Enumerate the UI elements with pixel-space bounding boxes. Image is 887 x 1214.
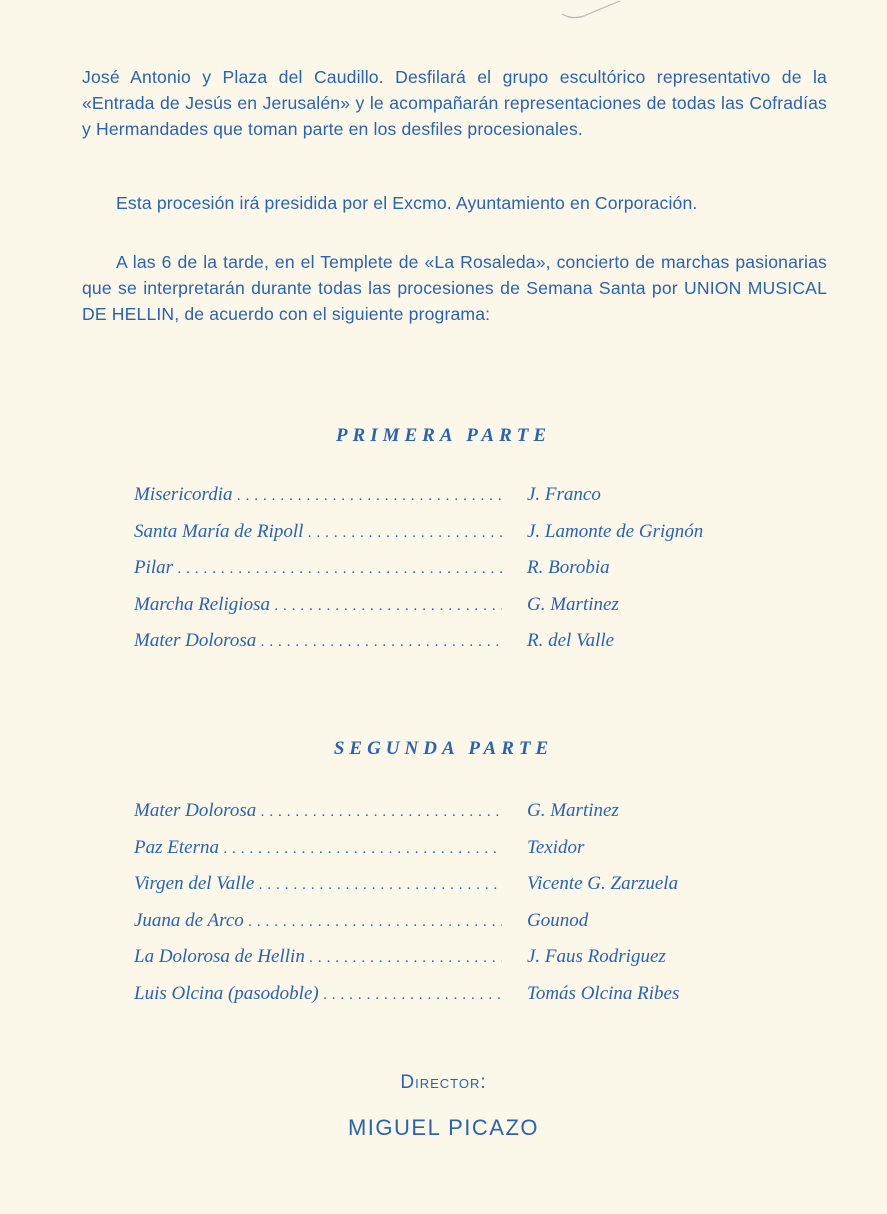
work-title: La Dolorosa de Hellin . . .	[134, 943, 502, 972]
composer-name: R. del Valle	[527, 630, 615, 651]
composer-name: J. Franco	[527, 484, 601, 505]
program-row	[134, 518, 814, 555]
program-row	[134, 554, 814, 591]
work-title: Mater Dolorosa . . .	[134, 797, 502, 826]
program-row	[134, 481, 814, 518]
section-title-part-2: SEGUNDA PARTE	[333, 738, 554, 759]
program-row	[134, 627, 814, 664]
work-title: Virgen del Valle . . .	[134, 870, 502, 899]
composer-name: J. Lamonte de Grignón	[527, 520, 704, 542]
work-title: Santa María de Ripoll . . .	[134, 518, 502, 547]
work-title: Juana de Arco . . .	[134, 907, 502, 936]
work-title: Marcha Religiosa . . .	[134, 591, 502, 620]
program-row	[134, 870, 814, 907]
composer-name: Texidor	[527, 836, 585, 858]
work-title: Misericordia . . .	[134, 481, 502, 510]
section-title-part-1: PRIMERA PARTE	[335, 425, 552, 446]
director-label: Director:	[400, 1072, 487, 1093]
program-row	[134, 980, 814, 1017]
program-row	[134, 591, 814, 628]
program-list-part-2	[134, 797, 814, 1016]
composer-name: Vicente G. Zarzuela	[527, 873, 679, 894]
program-row	[134, 907, 814, 944]
composer-name: J. Faus Rodriguez	[527, 946, 666, 967]
program-list-part-1	[134, 481, 814, 664]
work-title: Mater Dolorosa . . .	[134, 627, 502, 656]
program-row	[134, 834, 814, 871]
program-row	[134, 943, 814, 980]
work-title: Paz Eterna . . .	[134, 834, 502, 863]
work-title: Luis Olcina (pasodoble) . . .	[134, 980, 502, 1009]
composer-name: G. Martinez	[527, 593, 619, 615]
intro-paragraph-procession: José Antonio y Plaza del Caudillo. Desfilará el grupo escultórico representativo de la «Entrada de Jesús en Jerusalén» y le acompañarán representaciones de todas las Cofradías y Hermandades que toman parte en los desfiles procesionales.	[82, 67, 827, 139]
work-title: Pilar . . .	[134, 554, 502, 583]
program-row	[134, 797, 814, 834]
composer-name: R. Borobia	[527, 557, 610, 578]
composer-name: Tomás Olcina Ribes	[527, 982, 680, 1004]
composer-name: G. Martinez	[527, 800, 619, 821]
intro-paragraph-concert: A las 6 de la tarde, en el Templete de «La Rosaleda», concierto de marchas pasionarias que se interpretarán durante todas las procesiones de Semana Santa por UNION MUSICAL DE HELLIN, de acuerdo con el siguiente programa:	[82, 252, 827, 324]
intro-paragraph-presidency: Esta procesión irá presidida por el Excmo. Ayuntamiento en Corporación.	[116, 193, 698, 213]
pen-stroke-mark	[560, 0, 630, 22]
composer-name: Gounod	[527, 909, 589, 931]
director-name: MIGUEL PICAZO	[347, 1115, 540, 1140]
